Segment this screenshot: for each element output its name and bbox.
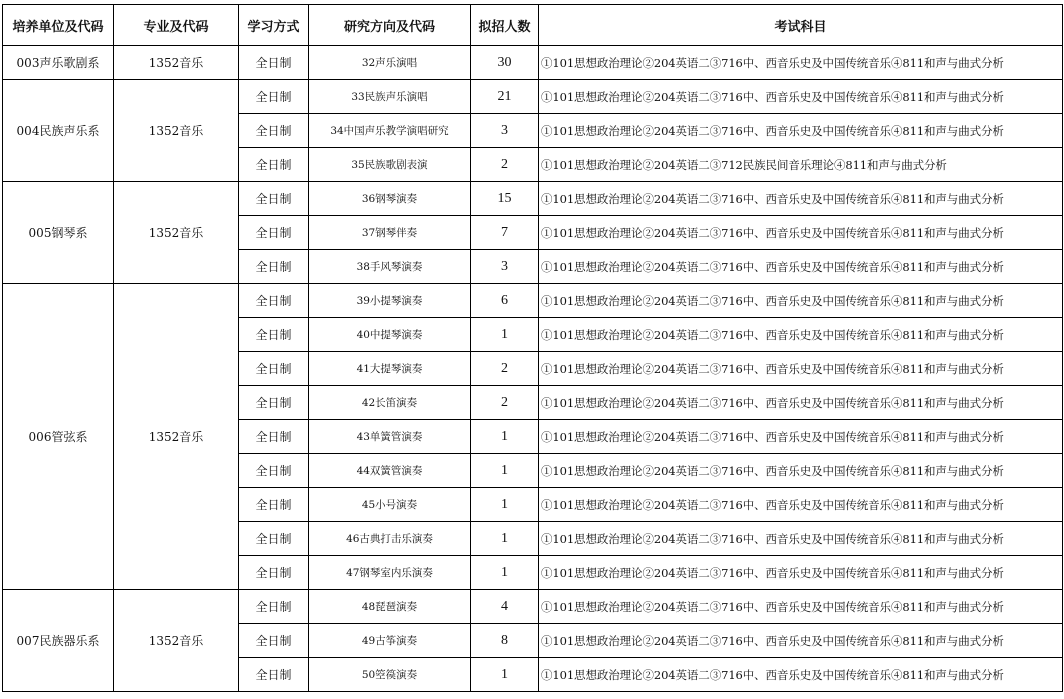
direction-cell: 45小号演奏 (309, 488, 471, 522)
direction-cell: 39小提琴演奏 (309, 284, 471, 318)
quota-cell: 2 (471, 352, 539, 386)
exam-subjects-cell: ①101思想政治理论②204英语二③716中、西音乐史及中国传统音乐④811和声与曲式分析 (539, 318, 1063, 352)
header-unit: 培养单位及代码 (3, 5, 114, 46)
quota-cell: 30 (471, 46, 539, 80)
direction-cell: 35民族歌剧表演 (309, 148, 471, 182)
direction-cell: 47钢琴室内乐演奏 (309, 556, 471, 590)
quota-cell: 7 (471, 216, 539, 250)
unit-cell: 005钢琴系 (3, 182, 114, 284)
mode-cell: 全日制 (239, 420, 309, 454)
table-row (3, 590, 1063, 624)
exam-subjects-cell: ①101思想政治理论②204英语二③716中、西音乐史及中国传统音乐④811和声与曲式分析 (539, 556, 1063, 590)
direction-cell: 44双簧管演奏 (309, 454, 471, 488)
quota-cell: 6 (471, 284, 539, 318)
quota-cell: 3 (471, 114, 539, 148)
table-row (3, 284, 1063, 318)
mode-cell: 全日制 (239, 658, 309, 692)
table-row (3, 182, 1063, 216)
exam-subjects-cell: ①101思想政治理论②204英语二③716中、西音乐史及中国传统音乐④811和声与曲式分析 (539, 624, 1063, 658)
exam-subjects-cell: ①101思想政治理论②204英语二③716中、西音乐史及中国传统音乐④811和声与曲式分析 (539, 522, 1063, 556)
quota-cell: 3 (471, 250, 539, 284)
exam-subjects-cell: ①101思想政治理论②204英语二③716中、西音乐史及中国传统音乐④811和声与曲式分析 (539, 386, 1063, 420)
header-quota: 拟招人数 (471, 5, 539, 46)
exam-subjects-cell: ①101思想政治理论②204英语二③712民族民间音乐理论④811和声与曲式分析 (539, 148, 1063, 182)
mode-cell: 全日制 (239, 454, 309, 488)
quota-cell: 8 (471, 624, 539, 658)
exam-subjects-cell: ①101思想政治理论②204英语二③716中、西音乐史及中国传统音乐④811和声与曲式分析 (539, 590, 1063, 624)
exam-subjects-cell: ①101思想政治理论②204英语二③716中、西音乐史及中国传统音乐④811和声与曲式分析 (539, 80, 1063, 114)
direction-cell: 48琵琶演奏 (309, 590, 471, 624)
mode-cell: 全日制 (239, 148, 309, 182)
mode-cell: 全日制 (239, 624, 309, 658)
mode-cell: 全日制 (239, 318, 309, 352)
exam-subjects-cell: ①101思想政治理论②204英语二③716中、西音乐史及中国传统音乐④811和声与曲式分析 (539, 284, 1063, 318)
direction-cell: 32声乐演唱 (309, 46, 471, 80)
exam-subjects-cell: ①101思想政治理论②204英语二③716中、西音乐史及中国传统音乐④811和声与曲式分析 (539, 454, 1063, 488)
mode-cell: 全日制 (239, 352, 309, 386)
direction-cell: 37钢琴伴奏 (309, 216, 471, 250)
exam-subjects-cell: ①101思想政治理论②204英语二③716中、西音乐史及中国传统音乐④811和声与曲式分析 (539, 46, 1063, 80)
mode-cell: 全日制 (239, 216, 309, 250)
quota-cell: 1 (471, 556, 539, 590)
quota-cell: 4 (471, 590, 539, 624)
header-major: 专业及代码 (114, 5, 239, 46)
unit-cell: 004民族声乐系 (3, 80, 114, 182)
header-exam: 考试科目 (539, 5, 1063, 46)
quota-cell: 1 (471, 658, 539, 692)
exam-subjects-cell: ①101思想政治理论②204英语二③716中、西音乐史及中国传统音乐④811和声与曲式分析 (539, 114, 1063, 148)
direction-cell: 34中国声乐教学演唱研究 (309, 114, 471, 148)
major-cell: 1352音乐 (114, 80, 239, 182)
direction-cell: 46古典打击乐演奏 (309, 522, 471, 556)
direction-cell: 36钢琴演奏 (309, 182, 471, 216)
table-row (3, 46, 1063, 80)
direction-cell: 38手风琴演奏 (309, 250, 471, 284)
unit-cell: 003声乐歌剧系 (3, 46, 114, 80)
direction-cell: 42长笛演奏 (309, 386, 471, 420)
mode-cell: 全日制 (239, 488, 309, 522)
table-body (3, 46, 1063, 692)
quota-cell: 21 (471, 80, 539, 114)
direction-cell: 41大提琴演奏 (309, 352, 471, 386)
major-cell: 1352音乐 (114, 46, 239, 80)
mode-cell: 全日制 (239, 80, 309, 114)
exam-subjects-cell: ①101思想政治理论②204英语二③716中、西音乐史及中国传统音乐④811和声与曲式分析 (539, 420, 1063, 454)
header-direction: 研究方向及代码 (309, 5, 471, 46)
quota-cell: 1 (471, 488, 539, 522)
direction-cell: 40中提琴演奏 (309, 318, 471, 352)
mode-cell: 全日制 (239, 556, 309, 590)
header-row (3, 5, 1063, 46)
quota-cell: 1 (471, 454, 539, 488)
quota-cell: 1 (471, 522, 539, 556)
mode-cell: 全日制 (239, 386, 309, 420)
unit-cell: 006管弦系 (3, 284, 114, 590)
exam-subjects-cell: ①101思想政治理论②204英语二③716中、西音乐史及中国传统音乐④811和声与曲式分析 (539, 216, 1063, 250)
quota-cell: 1 (471, 420, 539, 454)
direction-cell: 43单簧管演奏 (309, 420, 471, 454)
mode-cell: 全日制 (239, 182, 309, 216)
mode-cell: 全日制 (239, 114, 309, 148)
admissions-table (2, 4, 1063, 692)
direction-cell: 49古筝演奏 (309, 624, 471, 658)
exam-subjects-cell: ①101思想政治理论②204英语二③716中、西音乐史及中国传统音乐④811和声与曲式分析 (539, 488, 1063, 522)
header-mode: 学习方式 (239, 5, 309, 46)
quota-cell: 1 (471, 318, 539, 352)
exam-subjects-cell: ①101思想政治理论②204英语二③716中、西音乐史及中国传统音乐④811和声与曲式分析 (539, 352, 1063, 386)
major-cell: 1352音乐 (114, 590, 239, 692)
major-cell: 1352音乐 (114, 284, 239, 590)
mode-cell: 全日制 (239, 250, 309, 284)
mode-cell: 全日制 (239, 284, 309, 318)
quota-cell: 2 (471, 148, 539, 182)
major-cell: 1352音乐 (114, 182, 239, 284)
table-row (3, 80, 1063, 114)
quota-cell: 15 (471, 182, 539, 216)
exam-subjects-cell: ①101思想政治理论②204英语二③716中、西音乐史及中国传统音乐④811和声与曲式分析 (539, 250, 1063, 284)
exam-subjects-cell: ①101思想政治理论②204英语二③716中、西音乐史及中国传统音乐④811和声与曲式分析 (539, 182, 1063, 216)
quota-cell: 2 (471, 386, 539, 420)
mode-cell: 全日制 (239, 522, 309, 556)
exam-subjects-cell: ①101思想政治理论②204英语二③716中、西音乐史及中国传统音乐④811和声与曲式分析 (539, 658, 1063, 692)
mode-cell: 全日制 (239, 590, 309, 624)
unit-cell: 007民族器乐系 (3, 590, 114, 692)
mode-cell: 全日制 (239, 46, 309, 80)
direction-cell: 33民族声乐演唱 (309, 80, 471, 114)
direction-cell: 50箜篌演奏 (309, 658, 471, 692)
